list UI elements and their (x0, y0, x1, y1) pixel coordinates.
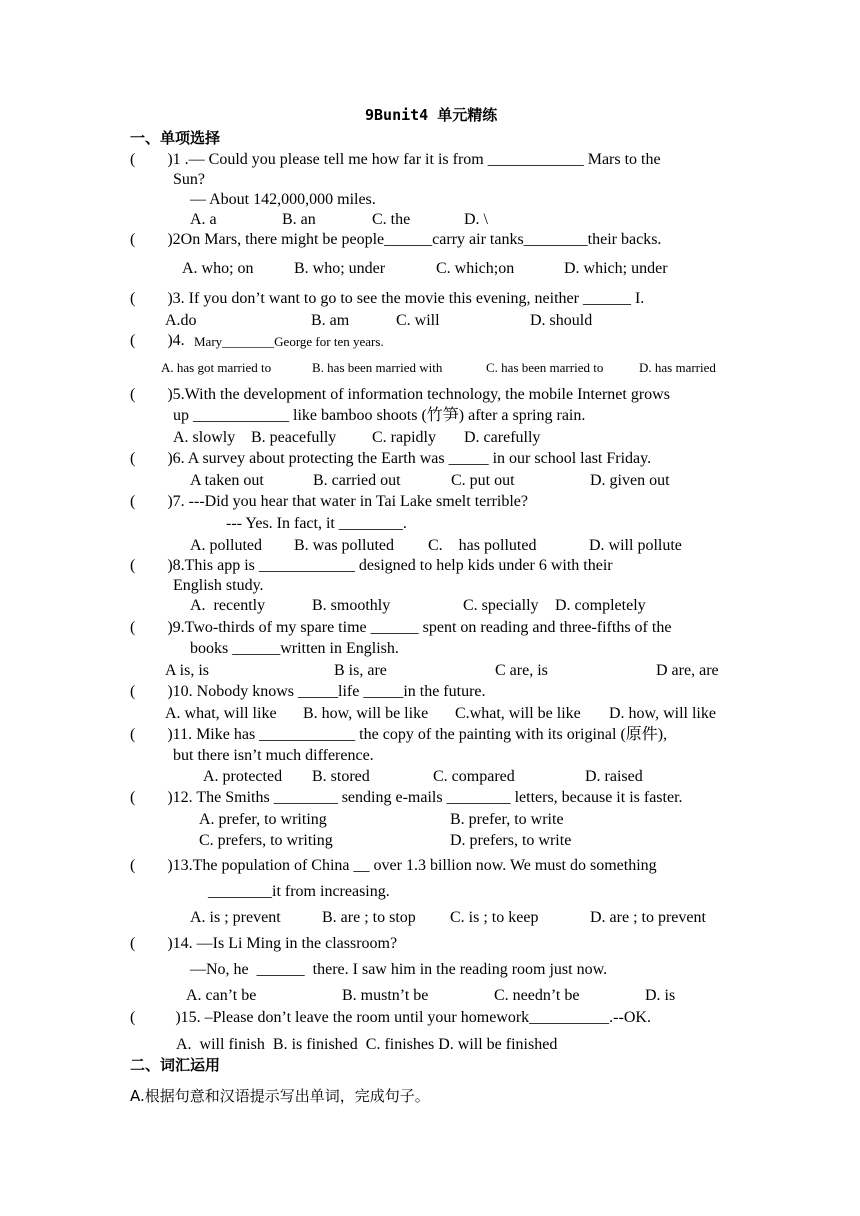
question-1: ( )1 .— Could you please tell me how far it is from ____________ Mars to the (130, 151, 661, 168)
page-title: 9Bunit4 单元精练 (365, 106, 498, 124)
option-a: A. can’t be (186, 987, 257, 1004)
option-d: D. carefully (464, 429, 541, 446)
option-c: C. has polluted (428, 537, 537, 554)
option-a: A. protected (203, 768, 283, 785)
option-c: C. is ; to keep (450, 909, 539, 926)
question-8: ( )8.This app is ____________ designed to help kids under 6 with their (130, 557, 613, 574)
option-c: C. will (396, 312, 440, 329)
option-d: D. has married (639, 360, 716, 375)
option-d: D. raised (585, 768, 643, 785)
option-a: A. what, will like (165, 705, 277, 722)
section-heading: 一、单项选择 (130, 129, 221, 147)
option-b: B. prefer, to write (450, 811, 564, 828)
option-a: A.do (165, 312, 197, 329)
question-text: up ____________ like bamboo shoots (竹笋) after a spring rain. (173, 407, 586, 424)
question-text: --- Yes. In fact, it ________. (226, 515, 407, 532)
option-d: D. how, will like (609, 705, 716, 722)
option-a: A. recently (190, 597, 266, 614)
question-text: but there isn’t much difference. (173, 747, 374, 764)
option-d: D. given out (590, 472, 670, 489)
option-a: A taken out (190, 472, 264, 489)
option-b: B. stored (312, 768, 370, 785)
option-c: C. needn’t be (494, 987, 580, 1004)
option-d: D. is (645, 987, 676, 1004)
option-c: C. which;on (436, 260, 515, 277)
option-d: D. completely (555, 597, 646, 614)
question-text: English study. (173, 577, 264, 594)
option-a: A. a (190, 211, 217, 228)
question-7: ( )7. ---Did you hear that water in Tai Lake smelt terrible? (130, 493, 528, 510)
option-b: B. has been married with (312, 360, 443, 375)
option-b: B. am (311, 312, 350, 329)
option-a: A. slowly (173, 429, 236, 446)
option-a: A. prefer, to writing (199, 811, 327, 828)
option-b: B. how, will be like (303, 705, 429, 722)
option-d: D are, are (656, 662, 719, 679)
option-c: C. the (372, 211, 411, 228)
option-d: D. prefers, to write (450, 832, 572, 849)
option-c: C.what, will be like (455, 705, 581, 722)
option-c: C. prefers, to writing (199, 832, 333, 849)
option-b: B. peacefully (251, 429, 337, 446)
option-d: D. which; under (564, 260, 668, 277)
question-text: ________it from increasing. (208, 883, 390, 900)
question-2: ( )2On Mars, there might be people______carry air tanks________their backs. (130, 231, 662, 248)
option-a: A. is ; prevent (190, 909, 281, 926)
option-d: D. are ; to prevent (590, 909, 706, 926)
option-c: C. has been married to (486, 360, 604, 375)
question-text: books ______written in English. (190, 640, 399, 657)
option-c: C. put out (451, 472, 515, 489)
question-9: ( )9.Two-thirds of my spare time ______ spent on reading and three-fifths of the (130, 619, 672, 636)
option-b: B. mustn’t be (342, 987, 429, 1004)
option-b: B. are ; to stop (322, 909, 416, 926)
question-4: ( )4. (130, 332, 185, 349)
option-a: A. has got married to (161, 360, 272, 375)
option-c: C. rapidly (372, 429, 436, 446)
question-text: —No, he ______ there. I saw him in the reading room just now. (190, 961, 608, 978)
question-13: ( )13.The population of China __ over 1.3 billion now. We must do something (130, 857, 657, 874)
option-c: C. specially (463, 597, 539, 614)
option-d: D. will pollute (589, 537, 682, 554)
question-15: ( )15. –Please don’t leave the room until your homework__________.--OK. (130, 1009, 651, 1026)
option-d: D. should (530, 312, 593, 329)
option-b: B. an (282, 211, 316, 228)
option-d: D. \ (464, 211, 488, 228)
question-text: Sun? (173, 171, 205, 188)
option-c: C. compared (433, 768, 515, 785)
question-6: ( )6. A survey about protecting the Earth was _____ in our school last Friday. (130, 450, 652, 467)
section-heading: 二、词汇运用 (130, 1056, 221, 1074)
option-a: A. who; on (182, 260, 254, 277)
question-10: ( )10. Nobody knows _____life _____in the future. (130, 683, 486, 700)
option-a: A. polluted (190, 537, 262, 554)
options-line: A. will finish B. is finished C. finishes D. will be finished (176, 1036, 558, 1053)
question-14: ( )14. —Is Li Ming in the classroom? (130, 935, 398, 952)
question-text: — About 142,000,000 miles. (190, 191, 376, 208)
option-b: B. was polluted (294, 537, 394, 554)
option-b: B is, are (334, 662, 387, 679)
question-11: ( )11. Mike has ____________ the copy of the painting with its original (原件), (130, 726, 668, 743)
option-b: B. who; under (294, 260, 386, 277)
question-12: ( )12. The Smiths ________ sending e-mails ________ letters, because it is faster. (130, 789, 683, 806)
option-b: B. carried out (313, 472, 401, 489)
section-instruction: A.根据句意和汉语提示写出单词，完成句子。 (130, 1087, 430, 1105)
question-3: ( )3. If you don’t want to go to see the movie this evening, neither ______ I. (130, 290, 645, 307)
option-c: C are, is (495, 662, 548, 679)
option-a: A is, is (165, 662, 210, 679)
option-b: B. smoothly (312, 597, 391, 614)
question-text: Mary________George for ten years. (194, 334, 384, 349)
question-5: ( )5.With the development of information technology, the mobile Internet grows (130, 386, 670, 403)
